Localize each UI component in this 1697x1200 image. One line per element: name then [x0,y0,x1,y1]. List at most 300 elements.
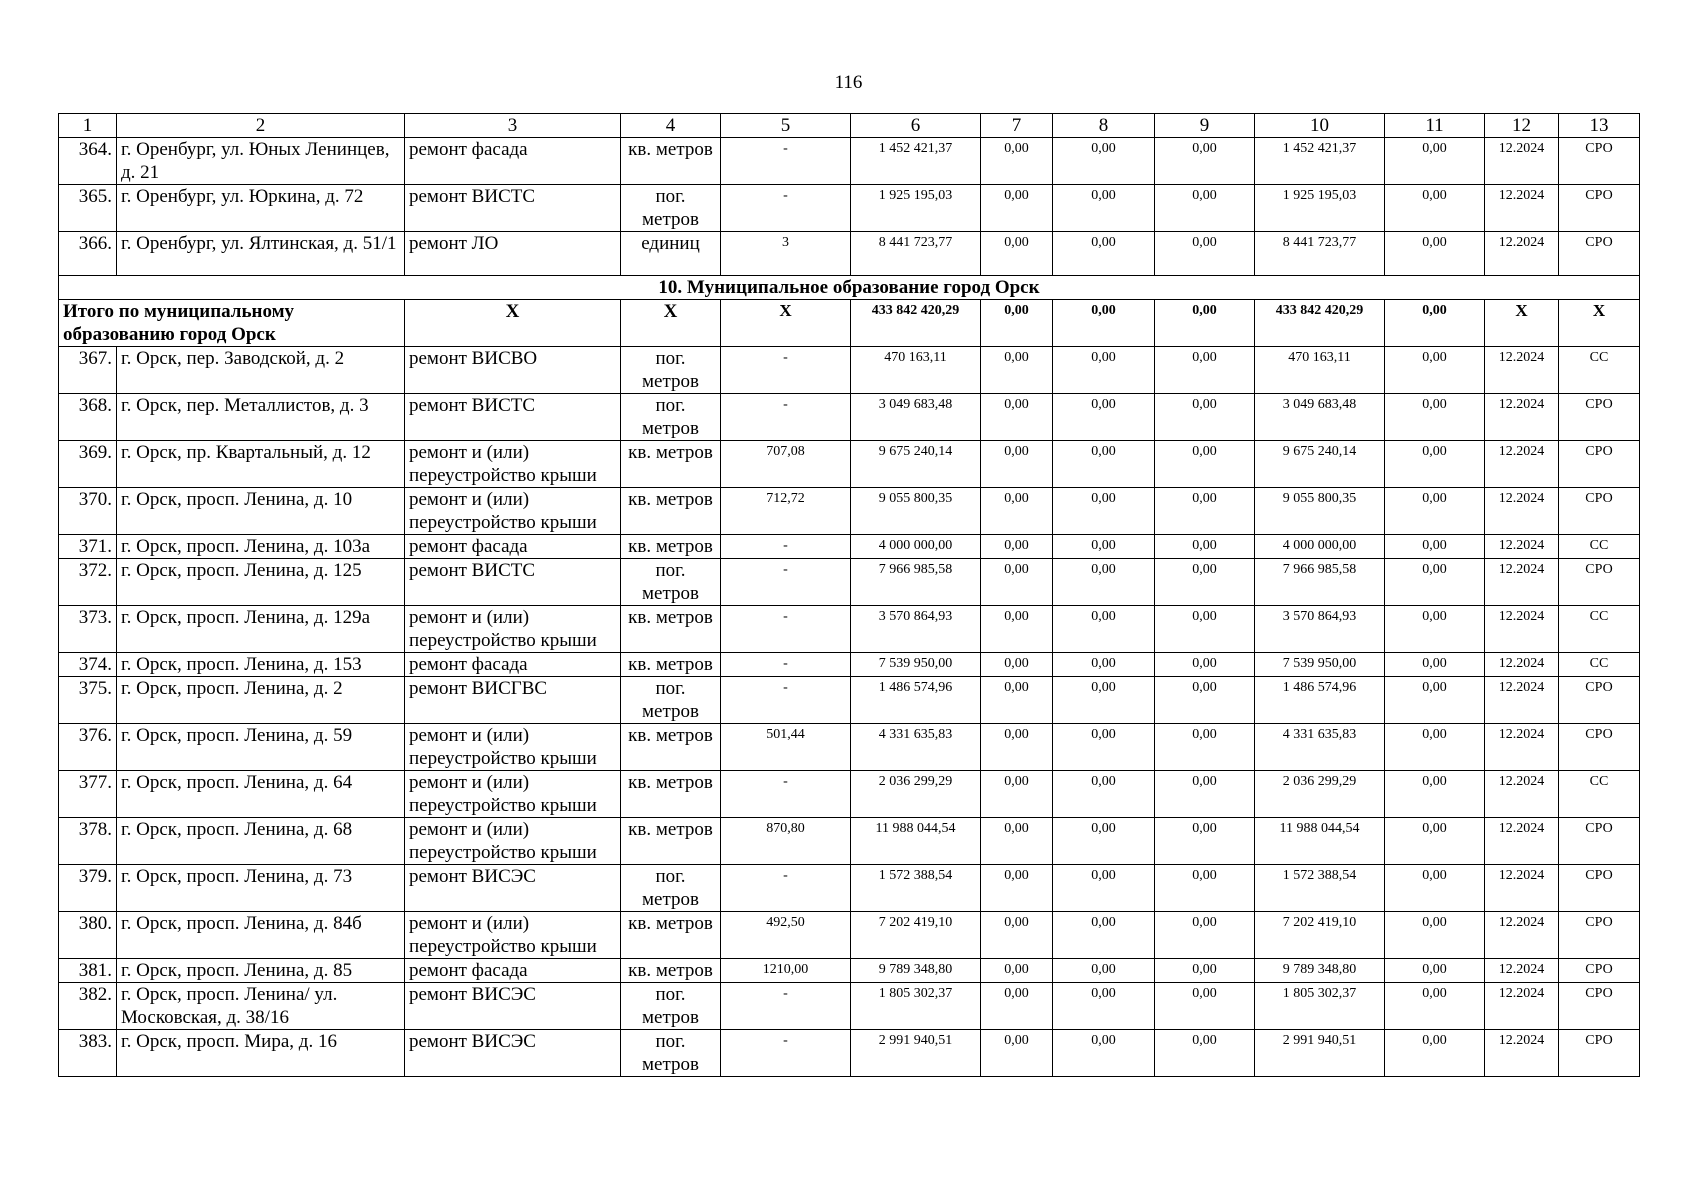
address-cell: г. Орск, просп. Ленина, д. 73 [117,865,405,912]
cost-cell: 433 842 420,29 [851,300,981,347]
fund-cell: 0,00 [981,677,1053,724]
fund-cell: 0,00 [981,771,1053,818]
quantity-cell: - [721,347,851,394]
work-type-cell: ремонт фасада [405,653,621,677]
method-cell: СРО [1559,394,1640,441]
address-cell: г. Орск, просп. Ленина, д. 68 [117,818,405,865]
quantity-cell: 707,08 [721,441,851,488]
deadline-cell: 12.2024 [1485,488,1559,535]
quantity-cell: - [721,771,851,818]
quantity-cell: - [721,677,851,724]
unit-cell: пог. метров [621,677,721,724]
method-cell: СС [1559,771,1640,818]
deadline-cell: 12.2024 [1485,818,1559,865]
method-cell: СРО [1559,677,1640,724]
address-cell: г. Орск, просп. Мира, д. 16 [117,1030,405,1077]
row-number: 377. [59,771,117,818]
method-cell: СС [1559,653,1640,677]
quantity-cell: - [721,535,851,559]
method-cell: СРО [1559,724,1640,771]
quantity-cell: 870,80 [721,818,851,865]
cost-cell: 3 049 683,48 [851,394,981,441]
cost-cell: 4 000 000,00 [851,535,981,559]
cost-cell: 9 055 800,35 [851,488,981,535]
row-number: 378. [59,818,117,865]
work-type-cell: ремонт ВИСЭС [405,983,621,1030]
fund-cell: 0,00 [981,912,1053,959]
work-type-cell: ремонт ВИСТС [405,559,621,606]
fund-cell: 0,00 [981,535,1053,559]
column-header: 8 [1053,114,1155,138]
deadline-cell: 12.2024 [1485,959,1559,983]
quantity-cell: - [721,983,851,1030]
total-cost-cell: 9 675 240,14 [1255,441,1385,488]
unit-cell: пог. метров [621,983,721,1030]
total-cost-cell: 4 331 635,83 [1255,724,1385,771]
table-row [59,185,1640,232]
quantity-cell: - [721,185,851,232]
row-number: 374. [59,653,117,677]
fund-cell: 0,00 [1053,865,1155,912]
fund-cell: 0,00 [981,959,1053,983]
fund-cell: 0,00 [981,347,1053,394]
unit-cell: пог. метров [621,559,721,606]
quantity-cell: 1210,00 [721,959,851,983]
row-number: 381. [59,959,117,983]
address-cell: г. Орск, просп. Ленина, д. 10 [117,488,405,535]
total-cost-cell: 1 572 388,54 [1255,865,1385,912]
fund-cell: 0,00 [981,232,1053,276]
address-cell: г. Орск, просп. Ленина, д. 59 [117,724,405,771]
unit-cell: пог. метров [621,394,721,441]
fund-cell: 0,00 [1385,185,1485,232]
quantity-cell: - [721,559,851,606]
fund-cell: 0,00 [1155,535,1255,559]
deadline-cell: 12.2024 [1485,347,1559,394]
subtotal-label: Итого по муниципальному образованию город Орск [59,300,405,347]
fund-cell: 0,00 [981,983,1053,1030]
deadline-cell: 12.2024 [1485,535,1559,559]
method-cell: СРО [1559,959,1640,983]
row-number: 369. [59,441,117,488]
fund-cell: 0,00 [981,1030,1053,1077]
total-cost-cell: 470 163,11 [1255,347,1385,394]
table-row [59,818,1640,865]
fund-cell: 0,00 [1155,347,1255,394]
fund-cell: 0,00 [1155,559,1255,606]
row-number: 365. [59,185,117,232]
work-type-cell: ремонт и (или) переустройство крыши [405,818,621,865]
deadline-cell: 12.2024 [1485,653,1559,677]
fund-cell: 0,00 [981,441,1053,488]
unit-cell: кв. метров [621,724,721,771]
fund-cell: 0,00 [1053,959,1155,983]
fund-cell: 0,00 [1385,394,1485,441]
deadline-cell: 12.2024 [1485,1030,1559,1077]
cost-cell: 1 805 302,37 [851,983,981,1030]
cost-cell: 7 202 419,10 [851,912,981,959]
cost-cell: 9 789 348,80 [851,959,981,983]
method-cell: Х [1559,300,1640,347]
table-row [59,983,1640,1030]
table-row [59,138,1640,185]
fund-cell: 0,00 [1385,771,1485,818]
total-cost-cell: 11 988 044,54 [1255,818,1385,865]
table-row [59,535,1640,559]
method-cell: СРО [1559,912,1640,959]
total-cost-cell: 7 202 419,10 [1255,912,1385,959]
unit-cell: Х [621,300,721,347]
total-cost-cell: 7 966 985,58 [1255,559,1385,606]
total-cost-cell: 3 049 683,48 [1255,394,1385,441]
fund-cell: 0,00 [1385,724,1485,771]
cost-cell: 2 991 940,51 [851,1030,981,1077]
row-number: 373. [59,606,117,653]
cost-cell: 9 675 240,14 [851,441,981,488]
fund-cell: 0,00 [1385,535,1485,559]
cost-cell: 3 570 864,93 [851,606,981,653]
column-header: 11 [1385,114,1485,138]
fund-cell: 0,00 [1385,983,1485,1030]
address-cell: г. Орск, просп. Ленина, д. 64 [117,771,405,818]
fund-cell: 0,00 [1053,138,1155,185]
fund-cell: 0,00 [1155,185,1255,232]
fund-cell: 0,00 [1155,912,1255,959]
fund-cell: 0,00 [1053,185,1155,232]
address-cell: г. Орск, просп. Ленина, д. 125 [117,559,405,606]
column-header: 4 [621,114,721,138]
total-cost-cell: 9 055 800,35 [1255,488,1385,535]
deadline-cell: 12.2024 [1485,606,1559,653]
quantity-cell: - [721,138,851,185]
work-type-cell: ремонт ВИСТС [405,394,621,441]
work-type-cell: ремонт ВИСЭС [405,1030,621,1077]
fund-cell: 0,00 [1155,1030,1255,1077]
work-type-cell: ремонт ВИСГВС [405,677,621,724]
cost-cell: 7 966 985,58 [851,559,981,606]
column-header: 10 [1255,114,1385,138]
address-cell: г. Орск, просп. Ленина/ ул. Московская, д. 38/16 [117,983,405,1030]
row-number: 370. [59,488,117,535]
total-cost-cell: 2 991 940,51 [1255,1030,1385,1077]
fund-cell: 0,00 [1155,677,1255,724]
column-header: 5 [721,114,851,138]
section-header-row [59,276,1640,300]
unit-cell: кв. метров [621,912,721,959]
deadline-cell: 12.2024 [1485,441,1559,488]
table-row [59,865,1640,912]
method-cell: СРО [1559,488,1640,535]
cost-cell: 1 925 195,03 [851,185,981,232]
deadline-cell: 12.2024 [1485,724,1559,771]
column-header: 7 [981,114,1053,138]
fund-cell: 0,00 [1385,912,1485,959]
fund-cell: 0,00 [1155,300,1255,347]
total-cost-cell: 8 441 723,77 [1255,232,1385,276]
unit-cell: кв. метров [621,606,721,653]
cost-cell: 1 572 388,54 [851,865,981,912]
fund-cell: 0,00 [981,818,1053,865]
row-number: 380. [59,912,117,959]
unit-cell: пог. метров [621,865,721,912]
fund-cell: 0,00 [1385,488,1485,535]
fund-cell: 0,00 [981,606,1053,653]
address-cell: г. Орск, пер. Металлистов, д. 3 [117,394,405,441]
method-cell: СРО [1559,818,1640,865]
column-header: 1 [59,114,117,138]
fund-cell: 0,00 [1155,488,1255,535]
fund-cell: 0,00 [981,138,1053,185]
fund-cell: 0,00 [1155,771,1255,818]
total-cost-cell: 433 842 420,29 [1255,300,1385,347]
cost-cell: 8 441 723,77 [851,232,981,276]
subtotal-row [59,300,1640,347]
unit-cell: пог. метров [621,1030,721,1077]
table-row [59,771,1640,818]
table-row [59,1030,1640,1077]
total-cost-cell: 1 486 574,96 [1255,677,1385,724]
quantity-cell: - [721,606,851,653]
deadline-cell: 12.2024 [1485,394,1559,441]
work-type-cell: Х [405,300,621,347]
method-cell: СРО [1559,232,1640,276]
fund-cell: 0,00 [1053,232,1155,276]
column-header: 13 [1559,114,1640,138]
deadline-cell: 12.2024 [1485,138,1559,185]
fund-cell: 0,00 [1385,865,1485,912]
address-cell: г. Орск, просп. Ленина, д. 84б [117,912,405,959]
fund-cell: 0,00 [1385,1030,1485,1077]
data-table [58,113,1640,1077]
column-header: 3 [405,114,621,138]
cost-cell: 1 452 421,37 [851,138,981,185]
address-cell: г. Орск, просп. Ленина, д. 2 [117,677,405,724]
fund-cell: 0,00 [1385,347,1485,394]
row-number: 379. [59,865,117,912]
deadline-cell: 12.2024 [1485,559,1559,606]
work-type-cell: ремонт и (или) переустройство крыши [405,724,621,771]
unit-cell: пог. метров [621,185,721,232]
row-number: 372. [59,559,117,606]
deadline-cell: 12.2024 [1485,912,1559,959]
column-header: 6 [851,114,981,138]
fund-cell: 0,00 [1385,818,1485,865]
row-number: 375. [59,677,117,724]
column-header: 9 [1155,114,1255,138]
address-cell: г. Оренбург, ул. Юркина, д. 72 [117,185,405,232]
cost-cell: 7 539 950,00 [851,653,981,677]
method-cell: СС [1559,606,1640,653]
fund-cell: 0,00 [1053,559,1155,606]
fund-cell: 0,00 [1155,983,1255,1030]
method-cell: СРО [1559,185,1640,232]
fund-cell: 0,00 [1053,983,1155,1030]
fund-cell: 0,00 [1385,653,1485,677]
fund-cell: 0,00 [1053,724,1155,771]
section-title: 10. Муниципальное образование город Орск [59,276,1640,300]
total-cost-cell: 1 805 302,37 [1255,983,1385,1030]
method-cell: СРО [1559,441,1640,488]
table-row [59,606,1640,653]
method-cell: СРО [1559,865,1640,912]
quantity-cell: 712,72 [721,488,851,535]
deadline-cell: 12.2024 [1485,771,1559,818]
work-type-cell: ремонт ЛО [405,232,621,276]
table-row [59,347,1640,394]
fund-cell: 0,00 [981,559,1053,606]
fund-cell: 0,00 [1053,818,1155,865]
fund-cell: 0,00 [1053,606,1155,653]
fund-cell: 0,00 [1155,606,1255,653]
method-cell: СРО [1559,1030,1640,1077]
work-type-cell: ремонт и (или) переустройство крыши [405,606,621,653]
fund-cell: 0,00 [1385,232,1485,276]
unit-cell: кв. метров [621,653,721,677]
quantity-cell: 3 [721,232,851,276]
table-row [59,488,1640,535]
table-row [59,653,1640,677]
method-cell: СРО [1559,559,1640,606]
unit-cell: кв. метров [621,488,721,535]
fund-cell: 0,00 [1155,818,1255,865]
fund-cell: 0,00 [1053,677,1155,724]
table-row [59,912,1640,959]
fund-cell: 0,00 [1053,488,1155,535]
row-number: 368. [59,394,117,441]
deadline-cell: 12.2024 [1485,677,1559,724]
fund-cell: 0,00 [1053,653,1155,677]
fund-cell: 0,00 [1155,441,1255,488]
address-cell: г. Орск, просп. Ленина, д. 153 [117,653,405,677]
method-cell: СРО [1559,983,1640,1030]
cost-cell: 1 486 574,96 [851,677,981,724]
method-cell: СС [1559,535,1640,559]
address-cell: г. Орск, просп. Ленина, д. 85 [117,959,405,983]
address-cell: г. Орск, пр. Квартальный, д. 12 [117,441,405,488]
cost-cell: 470 163,11 [851,347,981,394]
cost-cell: 2 036 299,29 [851,771,981,818]
quantity-cell: - [721,653,851,677]
work-type-cell: ремонт ВИСЭС [405,865,621,912]
fund-cell: 0,00 [1385,441,1485,488]
fund-cell: 0,00 [981,185,1053,232]
fund-cell: 0,00 [1385,677,1485,724]
quantity-cell: - [721,394,851,441]
deadline-cell: 12.2024 [1485,232,1559,276]
fund-cell: 0,00 [1155,138,1255,185]
table-row [59,677,1640,724]
work-type-cell: ремонт и (или) переустройство крыши [405,912,621,959]
deadline-cell: 12.2024 [1485,983,1559,1030]
unit-cell: кв. метров [621,771,721,818]
row-number: 383. [59,1030,117,1077]
unit-cell: кв. метров [621,138,721,185]
quantity-cell: - [721,1030,851,1077]
fund-cell: 0,00 [1053,771,1155,818]
quantity-cell: 501,44 [721,724,851,771]
method-cell: СРО [1559,138,1640,185]
fund-cell: 0,00 [1385,606,1485,653]
unit-cell: кв. метров [621,818,721,865]
fund-cell: 0,00 [981,300,1053,347]
total-cost-cell: 4 000 000,00 [1255,535,1385,559]
fund-cell: 0,00 [1053,394,1155,441]
fund-cell: 0,00 [1053,1030,1155,1077]
fund-cell: 0,00 [1053,441,1155,488]
fund-cell: 0,00 [1155,724,1255,771]
column-header: 12 [1485,114,1559,138]
fund-cell: 0,00 [1053,347,1155,394]
table-row [59,724,1640,771]
work-type-cell: ремонт и (или) переустройство крыши [405,441,621,488]
fund-cell: 0,00 [1385,959,1485,983]
table-row [59,441,1640,488]
total-cost-cell: 1 925 195,03 [1255,185,1385,232]
fund-cell: 0,00 [981,653,1053,677]
unit-cell: пог. метров [621,347,721,394]
cost-cell: 4 331 635,83 [851,724,981,771]
quantity-cell: 492,50 [721,912,851,959]
total-cost-cell: 2 036 299,29 [1255,771,1385,818]
total-cost-cell: 3 570 864,93 [1255,606,1385,653]
column-number-header-row [59,114,1640,138]
row-number: 364. [59,138,117,185]
work-type-cell: ремонт фасада [405,535,621,559]
work-type-cell: ремонт и (или) переустройство крыши [405,488,621,535]
fund-cell: 0,00 [1385,300,1485,347]
work-type-cell: ремонт ВИСВО [405,347,621,394]
deadline-cell: 12.2024 [1485,865,1559,912]
work-type-cell: ремонт ВИСТС [405,185,621,232]
address-cell: г. Оренбург, ул. Юных Ленинцев, д. 21 [117,138,405,185]
column-header: 2 [117,114,405,138]
quantity-cell: Х [721,300,851,347]
work-type-cell: ремонт фасада [405,138,621,185]
total-cost-cell: 9 789 348,80 [1255,959,1385,983]
fund-cell: 0,00 [1385,138,1485,185]
quantity-cell: - [721,865,851,912]
unit-cell: кв. метров [621,959,721,983]
fund-cell: 0,00 [1053,300,1155,347]
fund-cell: 0,00 [981,724,1053,771]
address-cell: г. Орск, просп. Ленина, д. 103а [117,535,405,559]
fund-cell: 0,00 [981,865,1053,912]
page-number: 116 [834,72,863,93]
table-row [59,959,1640,983]
deadline-cell: 12.2024 [1485,185,1559,232]
total-cost-cell: 7 539 950,00 [1255,653,1385,677]
table-row [59,559,1640,606]
fund-cell: 0,00 [981,488,1053,535]
work-type-cell: ремонт фасада [405,959,621,983]
fund-cell: 0,00 [1155,394,1255,441]
fund-cell: 0,00 [981,394,1053,441]
work-type-cell: ремонт и (или) переустройство крыши [405,771,621,818]
total-cost-cell: 1 452 421,37 [1255,138,1385,185]
fund-cell: 0,00 [1053,535,1155,559]
unit-cell: кв. метров [621,441,721,488]
row-number: 382. [59,983,117,1030]
row-number: 366. [59,232,117,276]
fund-cell: 0,00 [1385,559,1485,606]
row-number: 367. [59,347,117,394]
address-cell: г. Орск, просп. Ленина, д. 129а [117,606,405,653]
deadline-cell: Х [1485,300,1559,347]
address-cell: г. Оренбург, ул. Ялтинская, д. 51/1 [117,232,405,276]
fund-cell: 0,00 [1155,865,1255,912]
row-number: 371. [59,535,117,559]
fund-cell: 0,00 [1155,959,1255,983]
